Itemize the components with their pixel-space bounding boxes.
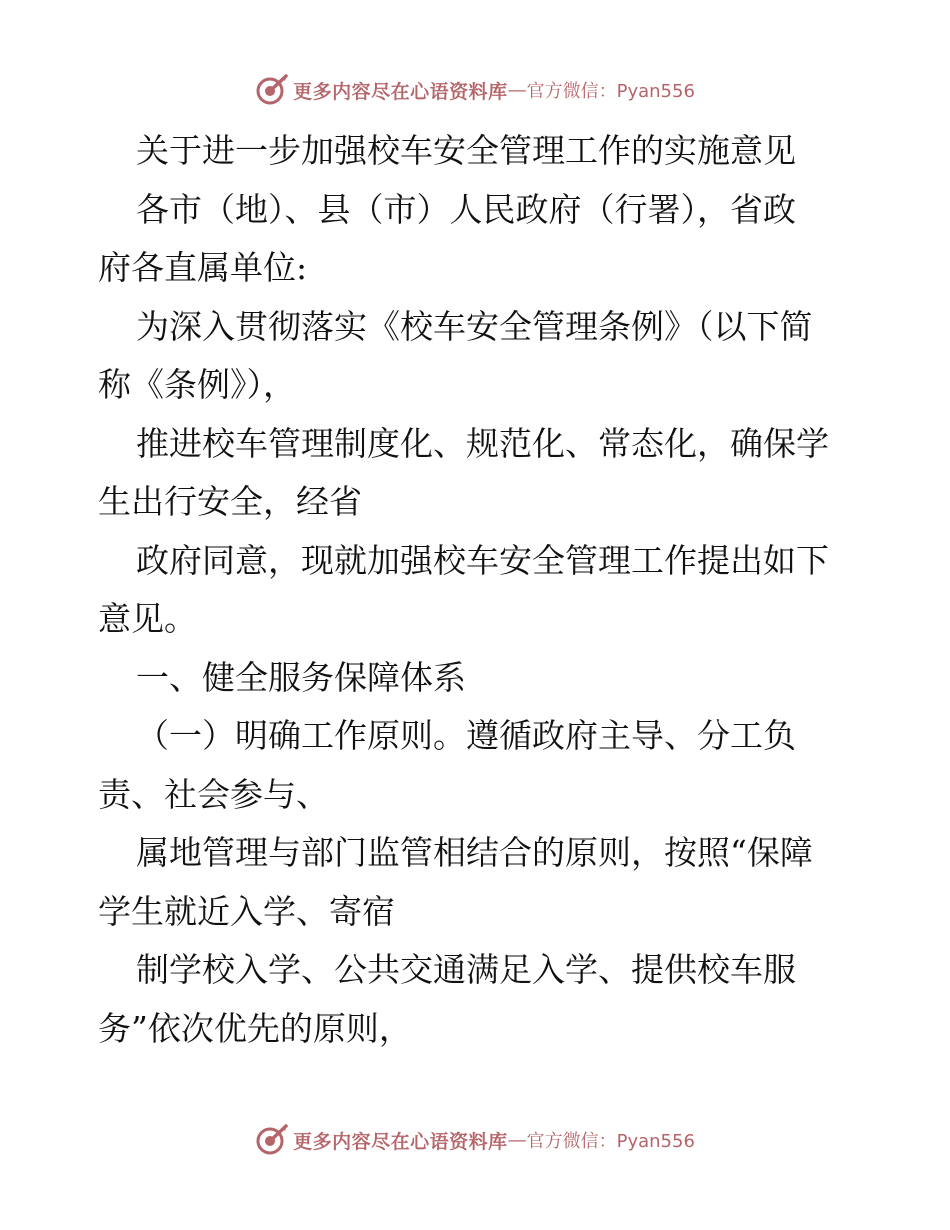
text-line: 学生就近入学、寄宿 <box>98 891 395 931</box>
text-line: 制学校入学、公共交通满足入学、提供校车服 <box>136 950 796 989</box>
text-line: 推进校车管理制度化、规范化、常态化，确保学 <box>136 423 829 463</box>
document-body <box>98 122 852 1058</box>
pen-logo-icon <box>255 1123 289 1157</box>
text-line: 为深入贯彻落实《校车安全管理条例》（以下简 <box>136 306 813 346</box>
text-line: 生出行安全，经省 <box>98 482 362 521</box>
watermark-contact: 官方微信：Pyan556 <box>526 81 695 102</box>
text-line: 政府同意，现就加强校车安全管理工作提出如下 <box>136 540 829 580</box>
text-line: 关于进一步加强校车安全管理工作的实施意见 <box>136 131 796 170</box>
text-line: 称《条例》）， <box>98 365 296 404</box>
text-line: 务”依次优先的原则， <box>98 1008 412 1048</box>
text-line: 府各直属单位: <box>98 248 308 287</box>
text-line: 意见。 <box>98 599 197 638</box>
watermark-separator: — <box>507 79 527 101</box>
watermark-site-text: 更多内容尽在心语资料库 <box>293 80 508 103</box>
text-line: 各市（地）、县（市）人民政府（行署），省政 <box>136 189 796 229</box>
text-line: 属地管理与部门监管相结合的原则，按照“保障 <box>136 833 813 872</box>
text-line: （一）明确工作原则。遵循政府主导、分工负 <box>136 716 796 755</box>
text-line: 一、健全服务保障体系 <box>136 657 466 697</box>
header-watermark <box>0 70 950 110</box>
text-line: 责、社会参与、 <box>98 774 329 814</box>
pen-logo-icon <box>255 73 289 107</box>
watermark-contact: 官方微信：Pyan556 <box>526 1131 695 1152</box>
watermark-site-text: 更多内容尽在心语资料库 <box>293 1130 508 1153</box>
watermark-separator: — <box>507 1129 527 1151</box>
footer-watermark <box>0 1120 950 1160</box>
